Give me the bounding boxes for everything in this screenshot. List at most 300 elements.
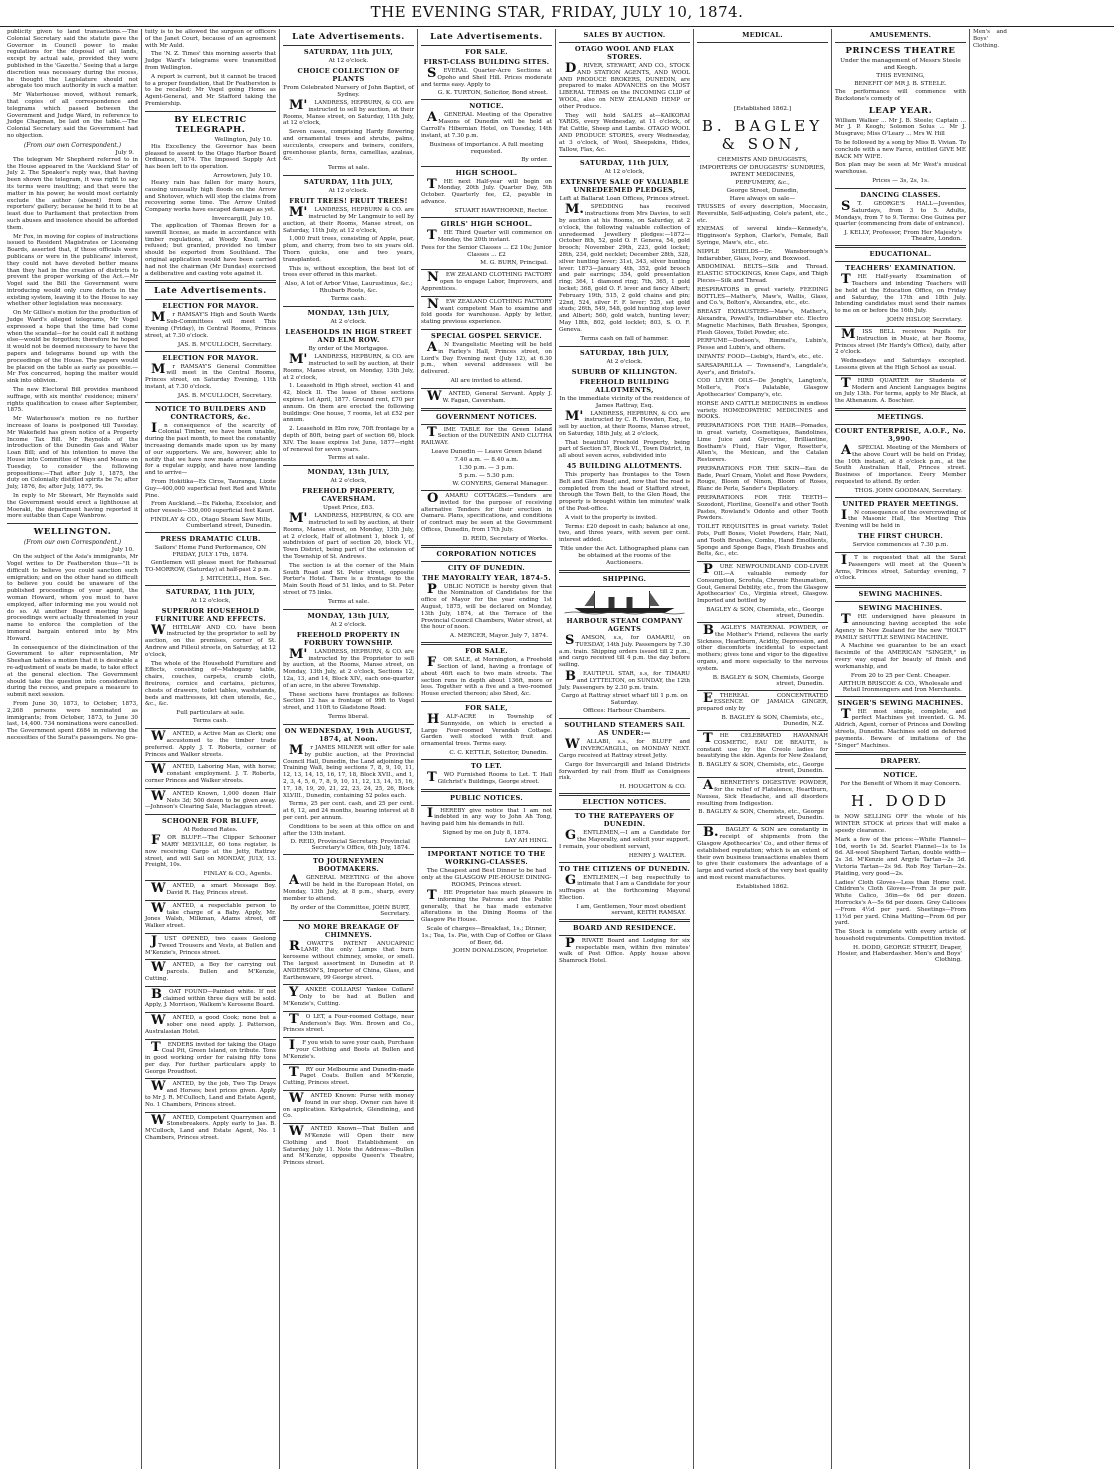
ad-subline: In the immediate vicinity of the residence of James Rattray, Esq.	[559, 395, 690, 409]
ad-text: Cargo for Invercargill and Inland Districts forwarded by rail from Bluff as Consignees risk.	[559, 761, 690, 782]
ad-heading: SUPERIOR HOUSEHOLD FURNITURE AND EFFECTS.	[155, 606, 266, 623]
ad-text: WANTED, a good Cook; none but a sober one need apply. J. Patterson, Australasian Hotel.	[145, 1013, 276, 1035]
divider	[283, 306, 414, 307]
ad-subline: Signed by me on July 8, 1874.	[442, 830, 531, 837]
ad-heading: 45 BUILDING ALLOTMENTS.	[566, 462, 683, 471]
ad-subline: Left at Ballarat Loan Offices, Princes street.	[559, 196, 690, 203]
ad-text: PREPARATIONS FOR THE TEETH—Sozodont, Floriline, Gosnell's and other Tooth Pastes, Rowland's Odonto and other Tooth Powders.	[697, 495, 828, 522]
ad-signature: D. REID, Secretary of Works.	[462, 535, 548, 542]
ad-heading: THE FIRST CHURCH.	[857, 532, 944, 541]
section-heading: MEDICAL.	[742, 31, 783, 39]
ad-heading: LEASEHOLDS IN HIGH STREET AND ELM ROW.	[285, 328, 412, 345]
ad-text: M'LANDRESS, HEPBURN, & CO. are instructed by the Proprietor to sell by auction, at the Rooms, Manse street, on Monday, 13th July, at 2 o'clock, Sections 12, 12a, 13, and 14, Block XIV., each one-quarter of an acre, in the above Township.	[283, 646, 414, 689]
ad-text: WANTED Known, 1,000 dozen Hair Nets 3d; 500 dozen to be given away.—Johnson's Clearing Sale, Maclaggan street.	[145, 788, 276, 811]
divider	[145, 814, 276, 815]
ad-text: That beautiful Freehold Property, being part of Section 57, Block VI., Town District, in all about seven acres, subdivided into	[559, 439, 690, 460]
ad-text: ABDOMINAL BELTS—Silk and Thread. ELASTIC STOCKINGS, Knee Caps, and Thigh Pieces—Silk and Thread.	[697, 264, 828, 284]
ad-text: ABERNETHY'S DIGESTIVE POWDER, for the relief of Flatulence, Heartburn, Nausea, Sick Headache, and all disorders resulting from Indigestion.	[697, 778, 828, 807]
column-7	[832, 29, 970, 1469]
ad-signature: LAY AH HING.	[504, 838, 548, 845]
ad-signature: A. MERCER, Mayor. July 7, 1874.	[449, 633, 548, 640]
ad-text: WANTED, a smart Message Boy. David R. Hay, Princes street.	[151, 881, 276, 897]
timetable-row: 7.40 a.m. — 8.40 a.m.	[454, 456, 519, 463]
divider	[835, 188, 966, 189]
divider	[835, 408, 966, 411]
ad-subline: From Celebrated Nursery of John Baptist, of Sydney.	[283, 85, 414, 98]
ad-heading: HIGH SCHOOL.	[455, 168, 518, 177]
ad-signature: HENRY J. WALTER.	[628, 852, 686, 859]
ad-heading: MONDAY, 13th JULY,	[307, 611, 390, 620]
dateline: Wellington, July 10.	[214, 136, 272, 143]
ad-subline: IMPORTERS OF DRUGGISTS' SUNDRIES, PATENT MEDICINES,	[699, 165, 826, 178]
ad-heading: UNITED PRAYER MEETINGS.	[842, 499, 959, 508]
divider	[835, 497, 966, 498]
ad-text: IF you wish to save your cash, Purchase your Clothing and Boots at Bullen and M'Kenzie's.	[283, 1038, 414, 1060]
ad-text: WHITELAW AND CO. have been instructed by the proprietor to sell by auction, on the premises, corner of St. Andrew and Filleul streets, on Saturday, at 12 o'clock,	[145, 622, 276, 658]
divider	[145, 986, 276, 987]
ad-heading: NOTICE.	[883, 771, 918, 780]
ad-text: FOR SALE, at Mornington, a Freehold Section of land, having a frontage of about 46ft each to two main streets. The section runs in depth about 136ft, more or less. Together with a five and a two-roomed House erected thereon; also Shed, &c.	[421, 655, 552, 698]
divider	[835, 261, 966, 262]
byline: (From our own Correspondent.)	[23, 141, 122, 149]
ad-text: WANTED, a respectable person to take charge of a Baby. Apply, Mr. Jones Walsh, Milkman, Adams street, off Walker street.	[145, 900, 276, 930]
ad-heading: SUBURB OF KILLINGTON.	[571, 367, 678, 376]
ad-text: THE Half-yearly Examination of Teachers and intending Teachers will be held at the Education Office, on Friday and Saturday, the 17th and 18th July. Intending candidates must send their names to me on or before the 16th July.	[835, 272, 966, 315]
bagley-logo: B. BAGLEY & SON,	[701, 117, 824, 153]
divider	[421, 166, 552, 167]
section-heading: ELECTION NOTICES.	[582, 798, 667, 807]
divider	[145, 933, 276, 934]
ad-heading: THE MAYORALTY YEAR, 1874-5.	[422, 573, 551, 582]
ad-heading: ELECTION FOR MAYOR.	[162, 353, 259, 362]
byline: (From our own Correspondent.)	[23, 539, 122, 547]
ad-text: ASPECIAL Meeting of the Members of the above Court will be held on Friday, the 10th instant, at 8 o'clock p.m., at the South Australian Hall, Princes street. Business of importance. Every Member requested to attend. By order.	[835, 442, 966, 485]
ad-text: THE most simple, complete, and perfect Machines yet invented. G. M. Aldrich, Agent, corner of Princes and Dowling streets, Dunedin. Machines sold on deferred payments. Beware of imitations of the "Singer" Machines.	[835, 706, 966, 749]
ad-text: DRIVER, STEWART, AND CO., STOCK AND STATION AGENTS, AND WOOL AND PRODUCE BROKERS, DUNEDIN, are prepared to make ADVANCES on the MOST LIBERAL TERMS on the INCOMING CLIP of WOOL, also on NEW ZEALAND HEMP or other Produce.	[559, 61, 690, 110]
ad-text: TENDERS invited for taking the Otago Coal Pit, Green Island, on tribute. Tons in good working order for raising fifty tons per day. For further particulars apply to George Proudfoot.	[145, 1039, 276, 1075]
divider	[559, 156, 690, 157]
ad-signature: JOHN HISLOP, Secretary.	[886, 316, 962, 323]
ad-subline: At 2 o'clock.	[606, 358, 643, 365]
divider	[835, 552, 966, 553]
ad-subline: BENEFIT OF MR J. B. STEELE.	[854, 81, 947, 87]
ad-signature: FINDLAY & CO., Otago Steam Saw Mills, Cumberland street, Dunedin.	[150, 517, 272, 530]
divider	[835, 768, 966, 769]
divider	[421, 789, 552, 792]
article-paragraph: On the subject of the Asia's immigrants, Mr Vogel writes to Dr Featherston thus—"It is difficult to believe you could sanction such emigration; and on the other hand so difficult to believe you could be unaware of the published proceedings of your agent, the woman Howard, whom you must to have employed, after informing me you would not do so. At another Board meeting legal proceedings were actually threatened in your name to enforce the completion of the immoral bargain entered into by Mrs Howard.	[7, 554, 138, 642]
theatre-name: PRINCESS THEATRE	[845, 46, 956, 56]
divider	[421, 545, 552, 548]
ad-subline: Terms liberal.	[328, 714, 369, 721]
ad-text: M'LANDRESS, HEPBURN, & CO. are instructed to sell by auction, at their Rooms, Manse street, on Saturday, 11th July, at 12 o'clock,	[283, 98, 414, 127]
ad-text: AN Evangelistic Meeting will be held in Farley's Hall, Princes street, on Lord's Day Evening next (July 12), at 6.30 p.m., when several addresses will be delivered.	[421, 339, 552, 376]
divider	[559, 919, 690, 922]
divider	[697, 42, 828, 43]
article-paragraph: tuity is to be allowed the surgeon or officers of the Janet Court, because of an agreement with Mr Auld.	[145, 29, 276, 49]
article-paragraph: Mr Waterhouse moved, without remark, that copies of all correspondence and telegrams which passed between the Government and Judge Ward, in reference to Judge Chapman, be laid on the table.—The Colonial Secretary said the Government had no objection.	[7, 92, 138, 139]
steamship-icon	[563, 589, 686, 615]
ad-heading: CHOICE COLLECTION OF PLANTS	[297, 67, 400, 83]
ad-text: M.SPEDDING has received instructions from Mrs Davies, to sell by auction at his Rooms, on Saturday, at 2 o'clock, the following valuable collection of unredeemed Jewellery pledges:—1872—October 8th, 52, gold O. F. Geneva, 54, gold brooch; November 29th, 223, gold locket; 28th, 234, gold necklet; December 28th, 328, silver hunting lever; 31st, 343, silver hunting lever. 1873—January 4th, 352, gold brooch and pair earrings; 354, gold presentation ring; 364, 1 diamond ring; 7th, 365, 1 gold locket; 368, gold O. F. lever and fancy Albert; February 19th, 515, 2 gold chains and pin; 22nd, 524, silver F. F. lever; 525, set gold studs; 26th, 549, 548, gold hunting stop lever and Albert; 560, gold watch, hunting lever; May 18th, 802, gold locklet; 803, S. O. F. Geneva.	[559, 202, 690, 333]
article-paragraph: A report is current, but it cannot be traced to a proper foundation, that Dr Featherston is to be recalled; Mr Vogel going Home as Agent-General, and Mr Stafford taking the Premiership.	[145, 73, 276, 107]
ad-heading: OTAGO WOOL AND FLAX STORES.	[574, 45, 675, 61]
column-1	[4, 29, 142, 1469]
ad-text: B.BAGLEY & SON are constantly in receipt of shipments from the Glasgow Apothecaries' Co., and other firms of established reputation; which is an extent of their own business transactions enables them to give their customers the advantage of a large and varied stock of the very best quality and most recent manufactures.	[697, 825, 828, 881]
ad-heading: SATURDAY, 11th JULY,	[579, 159, 670, 168]
article-paragraph: Mr Fox, in moving for copies of instructions issued to Resident Magistrates or Licensing Boards, asserted that, if those officials were publicans or were in the publicans' interest, they could not have devoted better means than they had in the creation of districts to prevent the proper working of the Act.—Mr Vogel said the Bill the Government were introducing would only cure defects in the existing system, leaving it to the House to say whether other legislation was necessary.	[7, 233, 138, 308]
ad-signature: By order of the Committee, JOHN BURT, Secretary.	[290, 904, 410, 917]
section-heading: CORPORATION NOTICES	[436, 549, 537, 558]
divider	[559, 935, 690, 936]
ad-text: MISS BELL receives Pupils for Instruction in Music, at her Rooms, Princes street (Mr Hardy's Office), daily, after 2 o'clock.	[835, 326, 966, 356]
divider	[145, 351, 276, 352]
ad-heading: DANCING CLASSES.	[860, 190, 941, 199]
divider	[835, 424, 966, 425]
ad-heading: TO THE CITIZENS OF DUNEDIN.	[559, 864, 690, 873]
divider	[7, 523, 138, 524]
ad-text: Box plan may be seen at Mr West's musical warehouse.	[835, 162, 966, 176]
ad-text: is NOW SELLING OFF the whole of his WINTER STOCK at prices that will make a speedy clearance.	[835, 814, 966, 835]
ad-heading: TO THE RATEPAYERS OF DUNEDIN.	[574, 812, 675, 829]
divider	[145, 585, 276, 586]
ad-text: M'LANDRESS, HEPBURN, & CO. are instructed to sell by auction, at their Rooms, Manse street, on Monday, 13th July, at 2 o'clock,	[283, 352, 414, 381]
divider	[559, 346, 690, 347]
divider	[421, 490, 552, 491]
ad-text: WANTED, a Boy for carrying out parcels. Bullen and M'Kenzie, Cutting.	[145, 960, 276, 982]
article-paragraph: Mr Waterhouse's motion re no further increase of loans is postponed till Tuesday. Mr Wakefield has given notice of a Property Income Tax Bill. Mr Reynolds of the introduction of the Dunedin Gas and Water Loan Bill; and of his intention to move the House into Committee of Ways and Means on Tuesday, to consider the following propositions:—That after July 1, 1875, the duty on Colonially distilled spirits be 7s; after July, 1876, 8s; after July, 1877, 9s.	[7, 416, 138, 491]
ad-subline: Business of importance. A full meeting requested.	[429, 141, 544, 155]
ad-heading: TO JOURNEYMEN BOOTMAKERS.	[312, 857, 385, 874]
ad-signature: D. REID, Provincial Secretary. Provincial Secretary's Office, 6th July, 1874.	[290, 839, 410, 852]
ad-text: FOR BLUFF.—The Clipper Schooner MARY MELVILLE, 60 tons register, is now receiving Cargo at the Jetty, Rattray street, and will Sail on MONDAY, JULY, 13. Freight, 10s.	[145, 833, 276, 869]
ad-subline: At 12 o'clock,	[190, 597, 231, 604]
ad-text: WANTED, Laboring Man, with horse; constant employment. J. T. Roberts, corner Princes and Walker streets.	[145, 762, 276, 784]
ad-heading: NOTICE.	[469, 102, 504, 111]
ad-heading: NO MORE BREAKAGE OF CHIMNEYS.	[298, 922, 399, 939]
ad-text: BREAST EXHAUSTERS—Maw's, Mather's, Alexandra, Powell's, Indiarubber etc. Electro Magnetic Machines, Bath Brushes, Sponges, Flesh Gloves, Toilet Powder, etc.	[697, 309, 828, 336]
ad-text: WANTED, by the job, Two Tip Drays and Horses; best prices given. Apply to Mr J. R. M'Culloch, Land and Estate Agent, No. 1 Chambers, Princes street.	[145, 1079, 276, 1108]
ad-text: TIME TABLE for the Green Island Section of the DUNEDIN AND CLUTHA RAILWAY.	[421, 424, 552, 447]
divider	[559, 586, 690, 587]
ad-subline: Upset Price, £63.	[323, 505, 374, 512]
divider	[283, 175, 414, 176]
ad-text: M'LANDRESS, HEPBURN, & CO. are instructed to sell by auction, at their Rooms, Manse street, on Monday, 13th July, at 2 o'clock, Half of allotment 1, block 1, of subdivision of part of section 20, block VI., Town District, being part of the extension of the Township of St. Andrews.	[283, 511, 414, 561]
ad-text: In consequence of the scarcity of Colonial Timber, we have been unable, during the past month, to meet the constantly increasing demands made upon us by many of our supporters. We are, however, able to notify that we have now made arrangements for a regular supply, and have now landing and to arrive—	[145, 420, 276, 477]
divider	[145, 299, 276, 300]
ad-heading: GIRLS' HIGH SCHOOL.	[440, 219, 533, 228]
divider	[559, 42, 690, 43]
divider	[559, 809, 690, 810]
ad-signature: By order.	[521, 156, 548, 163]
divider	[421, 217, 552, 218]
ad-heading: SCHOONER FOR BLUFF,	[161, 817, 260, 826]
divider	[283, 920, 414, 921]
ad-heading: TEACHERS' EXAMINATION.	[845, 264, 956, 273]
ad-text: RESPIRATORS in great variety. FEEDING BOTTLES—Mather's, Maw's, Wallis, Glass, and Co.'s, Bolton's, Alexandra, etc., etc.	[697, 286, 828, 307]
dateline: July 9.	[115, 149, 134, 156]
ad-text: M'LANDRESS, HEPBURN, & CO. are instructed by C. R. Howden, Esq., to sell by auction, at their Rooms, Manse street, on Saturday, 18th July, at 2 o'clock,	[559, 408, 690, 437]
ad-subline: The Cheapest and Best Dinner to be had only at the GLASGOW PIE-HOUSE DINING-ROOMS, Princes street.	[421, 868, 552, 889]
ad-heading: PRESS DRAMATIC CLUB.	[160, 535, 261, 544]
ad-signature: M. G. BURN, Principal.	[480, 260, 548, 267]
ad-text: Mr JAMES MILNER will offer for sale by public auction, at the Provincial Council Hall, Dunedin, the Land adjoining the Training Wall, being sections 7, 8, 9, 10, 11, 12, 13, 14, 15, 16, 17, 18, Block XVII., and 1, 2, 3, 4, 5, 6, 7, 8, 9, 10, 11, 12, 13, 14, 15, 16, 17, 18, 19, 20, 21, 22, 23, 24, 25, 26, Block XLVIII., Dunedin, containing 52 poles each.	[283, 743, 414, 799]
ad-subline: At 12 o'clock.	[328, 188, 369, 195]
divider	[421, 759, 552, 760]
ad-subline: Also, A lot of Arbor Vitae, Laurustinus, &c.; Rhubarb Roots, &c.	[284, 281, 413, 295]
ad-subline: Scale of charges—Breakfast, 1s.; Dinner, 1s.; Tea, 1s. Pie, with Cup of Coffee or Glass of Beer, 6d.	[421, 926, 552, 946]
column-2	[142, 29, 280, 1469]
ad-heading: TO LET.	[470, 762, 503, 771]
divider	[283, 724, 414, 725]
divider	[421, 329, 552, 330]
ad-text: WALLABI, s.s., for BLUFF and INVERCARGILL, on MONDAY NEXT. Cargo received at Rattray street Jetty.	[559, 737, 690, 760]
ad-heading: FOR SALE.	[465, 48, 508, 56]
divider	[421, 296, 552, 297]
divider	[145, 532, 276, 533]
ad-text: The performance will commence with Buckstone's comedy of	[835, 89, 966, 102]
ad-subline: Terms at sale.	[327, 165, 370, 172]
divider	[835, 601, 966, 602]
ad-signature: C. C. KETTLE, Solicitor, Dunedin.	[449, 750, 548, 757]
ad-text: PERFUME—Dodson's, Rimmel's, Lubin's, Piesse and Lubin's, and others.	[697, 338, 828, 352]
established-note: Established 1862.	[736, 883, 789, 890]
ad-text: 1. Leasehold in High street, section 41 and 42, block II. The lease of these sections expires 1st April, 1877. Ground rent, £70 per annum. On them are erected the following buildings: One house, 7 rooms, let at £52 per annum.	[283, 383, 414, 424]
ad-text: ENEMAS of several kinds—Kennedy's, Higginson's Syphon, Clarke's, Female, Ball Syringe, Maw's, etc., etc.	[697, 226, 828, 246]
column-6	[694, 29, 832, 1469]
ad-subline: From 20 to 25 per Cent. Cheaper.	[850, 672, 951, 679]
divider	[145, 111, 276, 112]
article-paragraph: The new Electoral Bill provides manhood suffrage, with six months' residence; miners' rights qualification to cease after September, 1875.	[7, 387, 138, 414]
ad-heading: CITY OF DUNEDIN.	[448, 563, 525, 572]
ad-subline: Terms cash.	[192, 718, 229, 725]
column-4	[418, 29, 556, 1469]
divider	[421, 424, 552, 425]
ad-subline: Terms at sale.	[327, 598, 370, 605]
article-paragraph: The telegram Mr Shepherd referred to in the House appeared in the 'Auckland Star' of July 2. The Speaker's reply was, that having been shown the telegram, it was right to say its terms were insulting; and that were the matter in his power, he would most certainly exclude the author (absent) from the reporters' gallery; because he held it to be at least due to Parliament that protection from such abuses and insolence should be afforded them.	[7, 156, 138, 231]
ad-text: Seven cases, comprising Hardy flowering and ornamental trees and shrubs, palms, succulents, creepers and twiners, conifers, greenhouse plants, ferns, camellias, azaleas, &c.	[283, 129, 414, 163]
ad-text: TRY our Melbourne and Dunedin-made Paget Coats. Bullen and M'Kenzie, Cutting, Princes street.	[283, 1064, 414, 1087]
ad-text: 2. Leasehold in Elm row, 70ft frontage by a depth of 80ft, being part of section 66, block XIV. The lease expires 1st June, 1877—right of renewal for seven years.	[283, 426, 414, 453]
ad-text: THIRD QUARTER for Students of Modern and Ancient Languages begins on July 13th. For terms, apply to Mr Black, at the Athenæum. A. Boschier.	[835, 375, 966, 405]
divider	[283, 1064, 414, 1065]
ad-subline: At 2 o'clock.	[330, 319, 367, 326]
ad-text: NEW ZEALAND CLOTHING FACTORY open to engage Labor, Improvers, and Apprentices.	[421, 270, 552, 292]
ad-subline: At 12 o'clock.	[328, 58, 369, 64]
ad-signature: H. DODD, GEORGE STREET, Draper, Hosier, and Haberdasher. Men's and Boys' Clothing.	[837, 944, 962, 963]
ad-subline: Terms cash.	[330, 296, 367, 303]
ad-heading: SEWING MACHINES.	[858, 604, 943, 613]
ad-text: GENTLEMEN,—I beg respectfully to intimate that I am a Candidate for your suffrages at the forthcoming Mayoral Election.	[559, 872, 690, 901]
divider	[421, 269, 552, 270]
section-heading: BY ELECTRIC TELEGRAPH.	[174, 114, 247, 135]
ad-signature: B. BAGLEY & SON, Chemists, George street, Dunedin.	[712, 674, 824, 687]
article-paragraph: The application of Thomas Brown for a sawmill license, as made in accordance with timber regulations, at Woody Knoll, was refused; but granted, provided no timber should be exported from Southland. The original application would have been carried had not the chairman (Mr Dundas) exercised a deliberative and casting vote against it.	[145, 222, 276, 277]
ad-heading: SATURDAY, 11th JULY,	[303, 178, 394, 187]
divider	[559, 862, 690, 863]
section-heading: BOARD AND RESIDENCE.	[573, 923, 676, 932]
section-heading: PUBLIC NOTICES.	[450, 793, 523, 802]
ad-subline: Under the management of Messrs Steele and Keogh.	[840, 58, 961, 71]
ad-text: The whole of the Household Furniture and Effects, consisting of—Mahogany table, chairs, couches, carpets, crumb cloth, fireirons, cornice and curtains, pictures, chests of drawers, toilet tables, washstands, beds and mattresses, kit chen utensils, &c., &c., &c.	[145, 660, 276, 708]
section-heading: MEETINGS.	[877, 412, 924, 421]
section-heading: AMUSEMENTS.	[869, 31, 932, 39]
ad-text: M'LANDRESS, HEPBURN & CO. are instructed by Mr Langmuir to sell by auction, at their Rooms, Manse street, on Saturday, 11th July, at 12 o'clock,	[283, 205, 414, 234]
ad-signature: I am, Gentlemen, Your most obedient servant, KEITH RAMSAY.	[576, 903, 686, 916]
divider	[283, 45, 414, 46]
ad-text: YANKEE COLLARS! Yankee Collars! Only to be had at Bullen and M'Kenzie's, Cutting.	[283, 985, 414, 1007]
ad-text: PURE NEWFOUNDLAND COD-LIVER OIL—A valuable remedy for Consumption, Scrofula, Chronic Rheumatism, Gout, General Debility, etc., from the Glasgow Apothecaries' Co., Virginia street, Glasgow. Imported and bottled by	[697, 562, 828, 605]
ad-subline: Terms cash on fall of hammer.	[580, 335, 669, 342]
ad-subline: At 2 o'clock.	[330, 621, 367, 628]
ad-signature: W. CONYERS, General Manager.	[452, 480, 548, 487]
divider	[421, 45, 552, 46]
ad-subline: For the Benefit of Whom it may Concern.	[840, 781, 961, 788]
divider	[559, 570, 690, 573]
ad-subline: At Reduced Rates.	[183, 827, 238, 834]
ad-text: WANTED, General Servant. Apply J. W. Fagan, Caversham.	[427, 388, 552, 404]
divider	[421, 701, 552, 702]
ad-subline: All are invited to attend.	[450, 377, 523, 384]
ad-subline: Cargo at Rattray street wharf till 1 p.m. on Saturday.	[561, 693, 688, 707]
ad-heading: SATURDAY, 18th JULY,	[579, 348, 670, 357]
ad-heading: MONDAY, 13th JULY,	[307, 309, 390, 318]
column-filler: Men's and Boys' Clothing.	[973, 29, 1007, 49]
ad-text: IHEREBY give notice that I am not indebted in any way to John Ah Tong, having paid him his demands in full.	[421, 805, 552, 828]
ad-text: THE undersigned have pleasure in announcing having accepted the sole Agency in New Zealand for the new "HOLT" FAMILY SHUTTLE SEWING MACHINE.	[835, 612, 966, 641]
ad-signature: FINLAY & CO., Agents.	[203, 871, 272, 878]
ad-heading: EXTENSIVE SALE OF VALUABLE UNREDEEMED PLEDGES,	[560, 178, 689, 195]
article-paragraph: In reply to Mr Stewart, Mr Reynolds said the Government would erect a lighthouse at Moeraki, the department having reported it more suitable than Cape Wanbrow.	[7, 493, 138, 520]
ad-subline: Fees for the Senior Classes ... £2 10s; Junior Classes ... £2	[421, 245, 552, 259]
ad-heading: FRUIT TREES! FRUIT TREES!	[289, 197, 408, 206]
ad-subline: PERFUMERY, &c.,	[735, 180, 790, 186]
ad-heading: FREEHOLD PROPERTY IN FORBURY TOWNSHIP.	[296, 630, 401, 647]
ad-text: INFANTS' FOOD—Liebig's, Hard's, etc., etc.	[697, 353, 824, 360]
divider	[697, 561, 828, 562]
dateline: July 10.	[111, 547, 134, 554]
ad-text: Mr RAMSAY'S High and South Wards Sub-Committees will meet This Evening (Friday), in Central Rooms, Princes street, at 7.30 o'clock.	[145, 310, 276, 339]
ad-text: Terms, 25 per cent. cash, and 25 per cent. at 6, 12, and 24 months, bearing interest at 8 per cent. per annum.	[283, 801, 414, 821]
ad-subline: Service commences at 7.30 p.m.	[852, 542, 949, 549]
ad-text: IN consequence of the overcrowding of the Masonic Hall, the Meeting This Evening will be held in	[835, 507, 966, 530]
divider	[835, 42, 966, 43]
section-heading: SHIPPING.	[602, 575, 647, 584]
divider	[283, 465, 414, 466]
ad-heading: COURT ENTERPRISE, A.O.F., No. 3,990.	[835, 426, 966, 443]
ad-heading: FOR SALE,	[465, 704, 508, 713]
divider	[145, 1039, 276, 1040]
article-paragraph: The 'N. Z. Times' this morning asserts that Judge Ward's telegrams were transmitted from Wellington.	[145, 51, 276, 71]
divider	[835, 245, 966, 248]
divider	[697, 730, 828, 731]
masthead	[0, 0, 1114, 27]
divider	[421, 99, 552, 100]
divider	[835, 585, 966, 588]
section-heading: GOVERNMENT NOTICES.	[435, 412, 538, 421]
ad-heading: NOTICE TO BUILDERS AND CONTRACTORS, &c.	[154, 404, 267, 421]
ad-text: ST. GEORGE'S HALL—Juveniles, Saturdays, from 3 to 5. Adults, Mondays, from 7 to 9. Terms: One Guinea per quarter (commencing from date of entrance).	[835, 198, 966, 228]
ad-text: AGENERAL Meeting of the Operative Masons of Dunedin will be held at Carroll's Hibernian Hotel, on Tuesday, 14th instant, at 7.30 p.m.	[421, 110, 552, 139]
ad-subline: Sailors' Home Fund Performance, ON FRIDAY, JULY 17th, 1874.	[154, 545, 267, 559]
price-list: Mark a few of the prices:—White Flannel—10d, worth 1s 3d. Scarlet Flannel—1s to 1s 6d. All-wool Shepherd Tartan, double width—2s 3d. M'Kenzie and Argyle Tartan—2s 3d. Victoria Tartan—2s 9d. Rob Roy Tartan—2s. Plaiding, very good—2s.	[835, 836, 966, 877]
ad-signature: J. KELLY, Professor, From Her Majesty's Theatre, London.	[844, 230, 962, 243]
ad-subline: CHEMISTS AND DRUGGISTS,	[717, 157, 808, 163]
divider	[283, 984, 414, 985]
columns	[4, 29, 1110, 1469]
ad-text: THE Third Quarter will commence on Monday, the 20th instant.	[427, 227, 552, 243]
ad-text: SAMSON, s.s, for OAMARU, on TUESDAY, 14th July. Passengers by 7.30 a.m. train. Shipping orders issued till 2 p.m., and cargo received till 4 p.m. the day before sailing.	[559, 633, 690, 669]
ad-text: BAGLEY'S MATERNAL POWDER, or the Mother's Friend, relieves the early Sickness, Heartburn, Acidity, Depression, and other discomforts incidental to expectant mothers; gives tone and vigor to the digestive organs, and more especially to the nervous system.	[697, 623, 828, 672]
ad-subline: Prices — 3s, 2s, 1s.	[872, 177, 929, 184]
ad-text: TOILET REQUISITES in great variety. Toilet Pots, Puff Boxes, Violet Powders, Hair, Nail, and Tooth Brushes, Combs, Hand Emollients, Sponge and Sponge Bags, Flesh Brushes and Belts, &c., etc.	[697, 524, 828, 558]
ad-text: WANTED Known—That Bullen and M'Kenzie will Open their new Clothing and Boot Establishment on Saturday, July 11. Note the Address:—Bullen and M'Kenzie, opposite Queen's Theatre, Princes street.	[283, 1124, 414, 1167]
ad-text: COD LIVER OILS—De Jongh's, Langton's, Moller's, Fox's Palatable, Glasgow Apothecaries' Company's, etc.	[697, 378, 828, 398]
section-heading: Late Advertisements.	[154, 286, 267, 297]
ad-signature: JOHN DONALDSON, Proprietor.	[452, 948, 548, 954]
dateline: Arrowtown, July 10.	[213, 172, 272, 179]
ad-text: A Machine we guarantee to be an exact facsimile of the AMERICAN "SINGER," in every way equal for beauty of finish and workmanship, and	[835, 643, 966, 670]
ad-heading: ON WEDNESDAY, 19th AUGUST, 1874, at Noon.	[284, 727, 413, 744]
timetable-row: 1.30 p.m. — 3 p.m.	[458, 464, 515, 471]
ad-text: BOAT FOUND—Painted white. If not claimed within three days will be sold. Apply, J. Morrison, Walkem's Kerosene Board.	[145, 986, 276, 1009]
ad-signature: G. K. TURTON, Solicitor, Bond street.	[437, 90, 548, 97]
divider	[697, 777, 828, 778]
ad-heading: HARBOUR STEAM COMPANY AGENTS	[566, 617, 683, 634]
ad-text: BEAUTIFUL STAR, s.s, for TIMARU and LYTTELTON, on SUNDAY, the 12th July. Passengers by 2.30 p.m. train.	[559, 669, 690, 691]
ad-text: The section is at the corner of the Main South Road and St. Peter street, opposite Porter's Hotel. There is a frontage to the Main South Road of 51 links, and to St. Peter street of 75 links.	[283, 562, 414, 597]
ad-heading: SINGER'S SEWING MACHINES.	[837, 698, 964, 707]
newspaper-title: THE EVENING STAR, FRIDAY, JULY 10, 1874.	[370, 3, 744, 21]
ad-text: PRIVATE Board and Lodging for six respectable men, within five minutes' walk of Post Office. Apply house above Shamrock Hotel.	[559, 935, 690, 965]
ad-text: SEVERAL Quarter-Acre Sections at Opoho and Sheil Hill. Prices moderate and terms easy. Apply to	[421, 66, 552, 88]
ad-text: This property has frontages to the Town Belt and Glen Road; and, now that the road is completed from the head of Stafford street, through the Town Belt, to the Glen Road, the property is brought within ten minutes' walk of the Post-office.	[559, 472, 690, 513]
divider	[835, 752, 966, 755]
divider	[283, 1011, 414, 1012]
ad-heading: SATURDAY, 11th JULY,	[165, 587, 256, 596]
ad-text: GENTLEMEN,—I am a Candidate for the Mayoralty, and solicit your support. I remain, your obedient servant,	[559, 828, 690, 850]
divider	[283, 609, 414, 610]
ad-text: Terms: £20 deposit in cash; balance at one, two, and three years, with seven per cent. interest added.	[559, 523, 690, 544]
ad-signature: H. HOUGHTON & CO.	[619, 784, 686, 791]
column-3	[280, 29, 418, 1469]
ad-heading: SATURDAY, 11th JULY,	[303, 48, 394, 56]
ad-signature: STUART HAWTHORNE, Rector.	[454, 207, 548, 214]
section-heading: SEWING MACHINES.	[858, 590, 943, 599]
ad-text: THE Proprietor has much pleasure in informing the Patrons and the Public generally, that he has made extensive alterations in the Dining Rooms of the Glasgow Pie House.	[421, 888, 552, 924]
section-heading: EDUCATIONAL.	[869, 250, 932, 259]
column-5	[556, 29, 694, 1469]
ad-signature: ARTHUR BRISCOE & CO., Wholesale and Retail Ironmongers and Iron Merchants.	[839, 680, 962, 693]
ad-subline: By order of the Mortgagee.	[308, 346, 389, 353]
ad-text: JUST OPENED, two cases Geelong Tweed Trousers and Vests, at Bullen and M'Kenzie's, Princes street.	[145, 933, 276, 956]
ad-text: HORSE AND CATTLE MEDICINES in endless variety. HOMŒOPATHIC MEDICINES and BOOKS.	[697, 400, 828, 421]
ad-text: The Stock is complete with every article of household requirements. Competition invited.	[835, 929, 966, 942]
ad-subline: Title under the Act. Lithographed plans can be obtained at the rooms of the Auctioneers.	[560, 546, 689, 567]
section-heading: Late Advertisements.	[292, 32, 405, 42]
ad-text: NEW ZEALAND CLOTHING FACTORY want competent Man to examine and fold goods for warehouse. Apply by letter, stating previous experience.	[421, 296, 552, 326]
divider	[283, 1037, 414, 1038]
ad-heading: ELECTION FOR MAYOR.	[162, 302, 259, 311]
divider	[559, 793, 690, 796]
ad-text: From Auckland.—Ex Fakeha, Excelsior, and other vessels—350,000 superficial feet Kauri.	[145, 501, 276, 515]
ad-text: TRUSSES of every description, Moccasin, Reversible, Self-adjusting, Cole's patent, etc., etc.	[697, 204, 828, 224]
ad-text: ETHEREAL CONCENTRATED ESSENCE OF JAMAICA GINGER, prepared only by	[697, 690, 828, 713]
ad-text: PREPARATIONS FOR THE SKIN—Eau de Bade, Pearl Cream, Violet and Rose Powders, Rouge, Bloom of Ninon, Bloom of Roses, Blanc de Perle, Sander's Depilatory.	[697, 465, 828, 493]
timetable-header: Leave Dunedin — Leave Green Island	[431, 448, 542, 455]
dateline: Invercargill, July 10.	[211, 215, 272, 222]
ad-text: Conditions to be seen at this office on and after the 13th instant.	[283, 823, 414, 837]
divider	[421, 847, 552, 848]
